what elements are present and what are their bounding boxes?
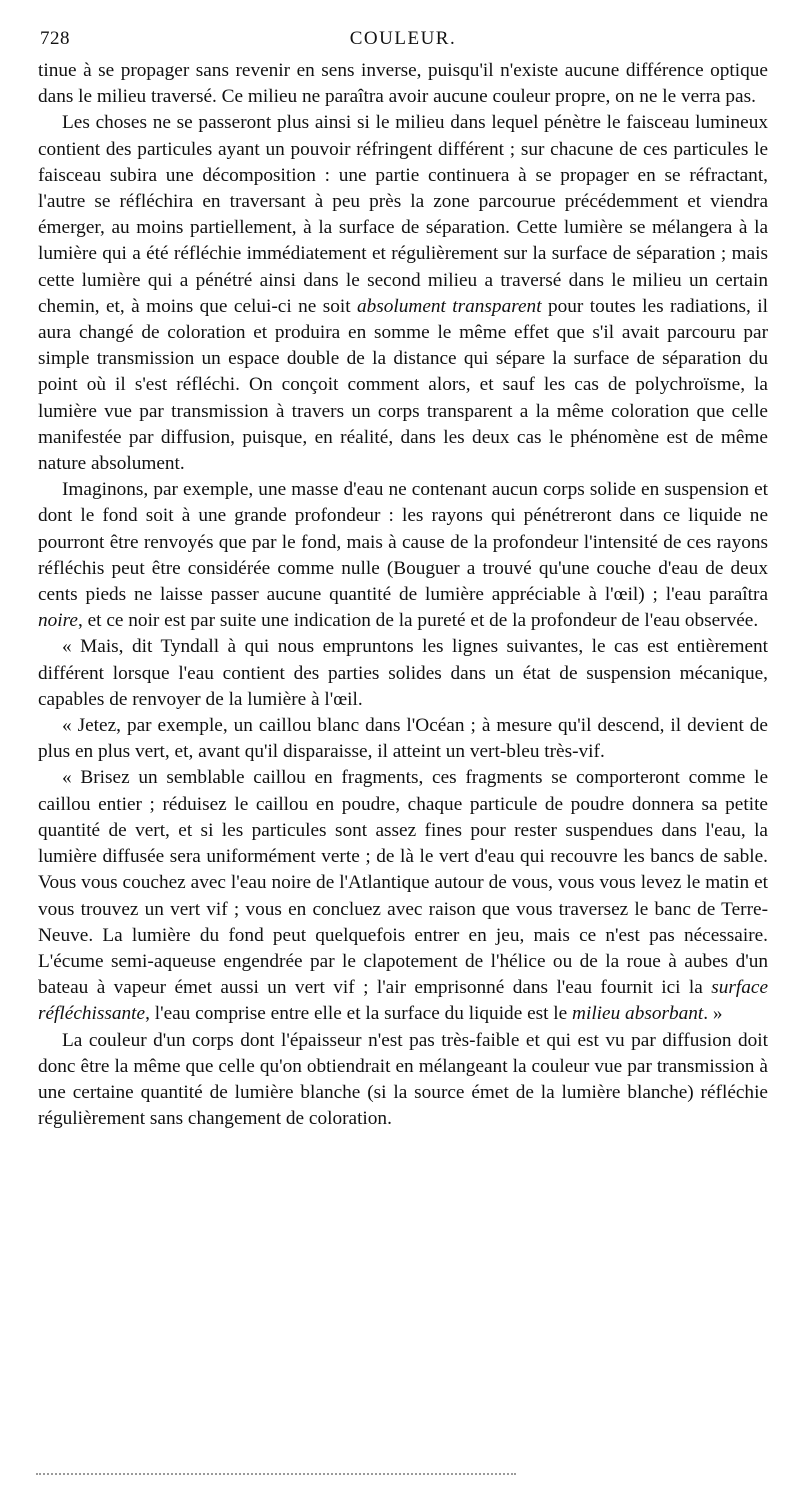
paragraph-conclusion [38,1028,768,1133]
italic-segment: surface réfléchissante [38,977,768,1025]
text-segment: « Brisez un semblable caillou en fragments, ces fragments se comporteront comme le caillou entier ; réduisez le caillou en poudre, chaque particule de poudre donnera sa petite quantité de vert, et si les particules sont assez fines pour rester suspendues dans l'eau, la lumière diffusée sera uniformément verte ; de là le vert d'eau qui recouvre les bancs de sable. Vous vous couchez avec l'eau noire de l'Atlantique autour de vous, vous vous levez le matin et vous trouvez un vert vif ; vous en concluez avec raison que vous traversez le banc de Terre-Neuve. La lumière du fond peut quelquefois entrer en jeu, mais ce n'est pas nécessaire. L'écume semi-aqueuse engendrée par le clapotement de l'hélice ou de la roue à aubes d'un bateau à vapeur émet aussi un vert vif ; l'air emprisonné dans l'eau fournit ici la [38,767,768,999]
body-text [38,58,768,1132]
text-segment: Imaginons, par exemple, une masse d'eau ne contenant aucun corps solide en suspension et dont le fond soit à une grande profondeur : les rayons qui pénétreront dans ce liquide ne pourront être renvoyés que par le fond, mais à cause de la profondeur l'intensité de ces rayons réfléchis peut être considérée comme nulle (Bouguer a trouvé qu'une couche d'eau de deux cents pieds ne laisse passer aucune quantité de lumière appréciable à l'œil) ; l'eau paraîtra [38,479,768,606]
paragraph-particles [38,110,768,477]
text-segment: tinue à se propager sans revenir en sens inverse, puisqu'il n'existe aucune différence optique dans le milieu traversé. Ce milieu ne paraîtra avoir aucune couleur propre, on ne le verra pas. [38,60,768,108]
paragraph-fragments [38,765,768,1027]
italic-segment: milieu absorbant [572,1003,704,1025]
paragraph-tyndall-quote [38,634,768,713]
text-segment: « Jetez, par exemple, un caillou blanc dans l'Océan ; à mesure qu'il descend, il devient de plus en plus vert, et, avant qu'il disparaisse, il atteint un vert-bleu très-vif. [38,715,768,763]
footer-dotted-rule [36,1473,516,1475]
page [38,28,768,1132]
text-segment: , et ce noir est par suite une indication de la pureté et de la profondeur de l'eau observée. [77,610,759,632]
text-segment: , l'eau comprise entre elle et la surface du liquide est le [145,1003,573,1025]
text-segment: La couleur d'un corps dont l'épaisseur n'est pas très-faible et qui est vu par diffusion doit donc être la même que celle qu'on obtiendrait en mélangeant la couleur vue par transmission à une certaine quantité de lumière blanche (si la source émet de la lumière blanche) réfléchie régulièrement sans changement de coloration. [38,1029,768,1130]
text-segment: « Mais, dit Tyndall à qui nous empruntons les lignes suivantes, le cas est entièrement différent lorsque l'eau contient des parties solides dans un état de suspension mécanique, capables de renvoyer de la lumière à l'œil. [38,636,768,710]
italic-segment: noire [38,610,78,632]
text-segment: pour toutes les radiations, il aura changé de coloration et produira en somme le même effet que s'il avait parcouru par simple transmission un espace double de la distance qui sépare la surface de séparation du point où il s'est réfléchi. On conçoit comment alors, et sauf les cas de polychroïsme, la lumière vue par transmission à travers un corps transparent a la même coloration que celle manifestée par diffusion, puisque, en réalité, dans les deux cas le phénomène est de même nature absolument. [38,295,768,475]
page-header [38,28,768,58]
paragraph-water-example [38,477,768,634]
italic-segment: absolument transparent [356,295,542,317]
paragraph-pebble [38,713,768,765]
page-number: 728 [40,28,70,49]
paragraph-continuation [38,58,768,110]
running-title: COULEUR. [349,28,457,49]
text-segment: Les choses ne se passeront plus ainsi si le milieu dans lequel pénètre le faisceau lumineux contient des particules ayant un pouvoir réfringent différent ; sur chacune de ces particules le faisceau subira une décomposition : une partie continuera à se propager en se réfractant, l'autre se réfléchira en traversant à peu près la zone parcourue précédemment et viendra émerger, au moins partiellement, à la surface de séparation. Cette lumière se mélangera à la lumière qui a été réfléchie immédiatement et régulièrement sur la surface de séparation ; mais cette lumière qui a pénétré ainsi dans le second milieu a traversé dans le milieu un certain chemin, et, à moins que celui-ci ne soit [38,112,768,317]
text-segment: . » [703,1003,723,1025]
